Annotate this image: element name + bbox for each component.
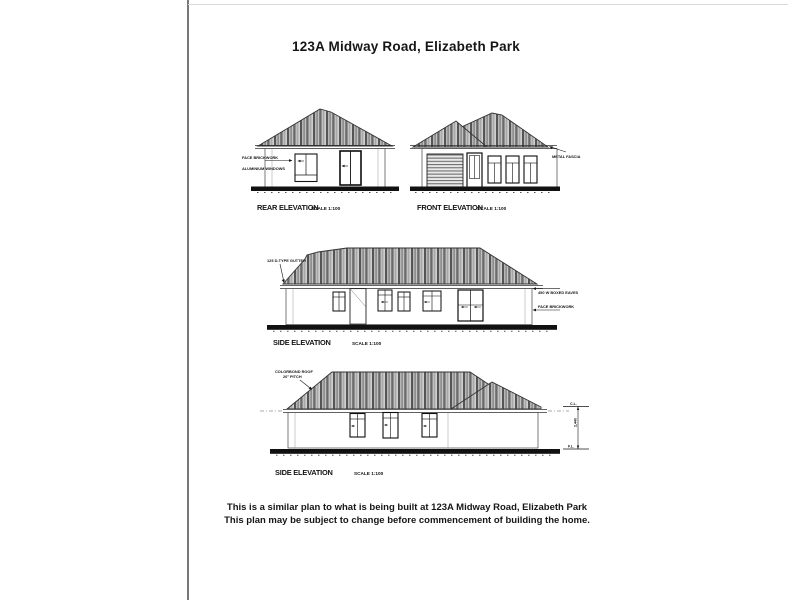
- ground-line: [267, 325, 557, 331]
- aluminium-windows-label: ALUMINIUM WINDOWS: [242, 166, 286, 171]
- side2-window-1: [350, 414, 365, 438]
- front-elevation-title: FRONT ELEVATION: [417, 203, 483, 212]
- ground-line: [410, 187, 560, 193]
- side2-elevation-scale: SCALE 1:100: [354, 471, 384, 476]
- front-window-1: [488, 156, 501, 183]
- side1-window-3: [398, 292, 410, 311]
- rear-roof: [255, 109, 395, 149]
- colorbond-roof-label: COLORBOND ROOF: [275, 369, 313, 374]
- rear-elevation-scale: SCALE 1:100: [311, 206, 341, 211]
- roof-pitch-label: 20° PITCH: [283, 374, 302, 379]
- page-top-edge-line: [188, 4, 788, 5]
- side1-elevation-title: SIDE ELEVATION: [273, 338, 331, 347]
- side2-window-3: [422, 414, 437, 438]
- disclaimer-line-2: This plan may be subject to change before commencement of building the home.: [224, 515, 590, 526]
- ground-line: [251, 187, 399, 193]
- side2-annotations: [275, 369, 313, 390]
- boxed-eaves-label: 450 W BOXED EAVES: [538, 290, 579, 295]
- page-title: 123A Midway Road, Elizabeth Park: [292, 39, 520, 54]
- side1-double-door: [458, 290, 483, 321]
- floor-level-label: F.L.: [568, 444, 574, 449]
- front-door: [467, 153, 482, 188]
- front-window-2: [506, 156, 519, 183]
- rear-glass-door: [340, 151, 361, 185]
- garage-door: [427, 154, 463, 187]
- side1-window-2: [378, 290, 392, 311]
- side-elevation-2-drawing: [255, 365, 595, 480]
- side2-window-2: [383, 413, 398, 439]
- side2-elevation-title: SIDE ELEVATION: [275, 468, 333, 477]
- side2-roof: [260, 372, 569, 413]
- rear-window: [295, 154, 317, 182]
- front-elevation-drawing: [405, 100, 590, 215]
- face-brickwork-label: FACE BRICKWORK: [242, 155, 279, 160]
- front-elevation-scale: SCALE 1:100: [477, 206, 507, 211]
- side1-roof: [280, 248, 543, 289]
- ceiling-level-label: C.L.: [570, 402, 577, 406]
- side1-door: [350, 289, 366, 325]
- disclaimer-note: [157, 501, 657, 527]
- metal-fascia-label: METAL FASCIA: [552, 154, 581, 159]
- height-dimension: [563, 402, 589, 449]
- side1-window-1: [333, 292, 345, 311]
- front-roof: [410, 113, 557, 149]
- rear-elevation-title: REAR ELEVATION: [257, 203, 319, 212]
- side2-wall: [288, 413, 538, 448]
- wall-height-dim: 2,440: [573, 418, 578, 427]
- gutter-label: 125 D-TYPE GUTTER: [267, 258, 306, 263]
- side1-elevation-scale: SCALE 1:100: [352, 341, 382, 346]
- rear-elevation-drawing: [235, 100, 405, 215]
- side-elevation-1-drawing: [255, 240, 590, 350]
- front-window-3: [524, 156, 537, 183]
- disclaimer-line-1: This is a similar plan to what is being built at 123A Midway Road, Elizabeth Park: [226, 502, 588, 513]
- side1-face-brickwork-label: FACE BRICKWORK: [538, 304, 575, 309]
- ground-line: [270, 449, 560, 455]
- side1-window-4: [423, 291, 441, 311]
